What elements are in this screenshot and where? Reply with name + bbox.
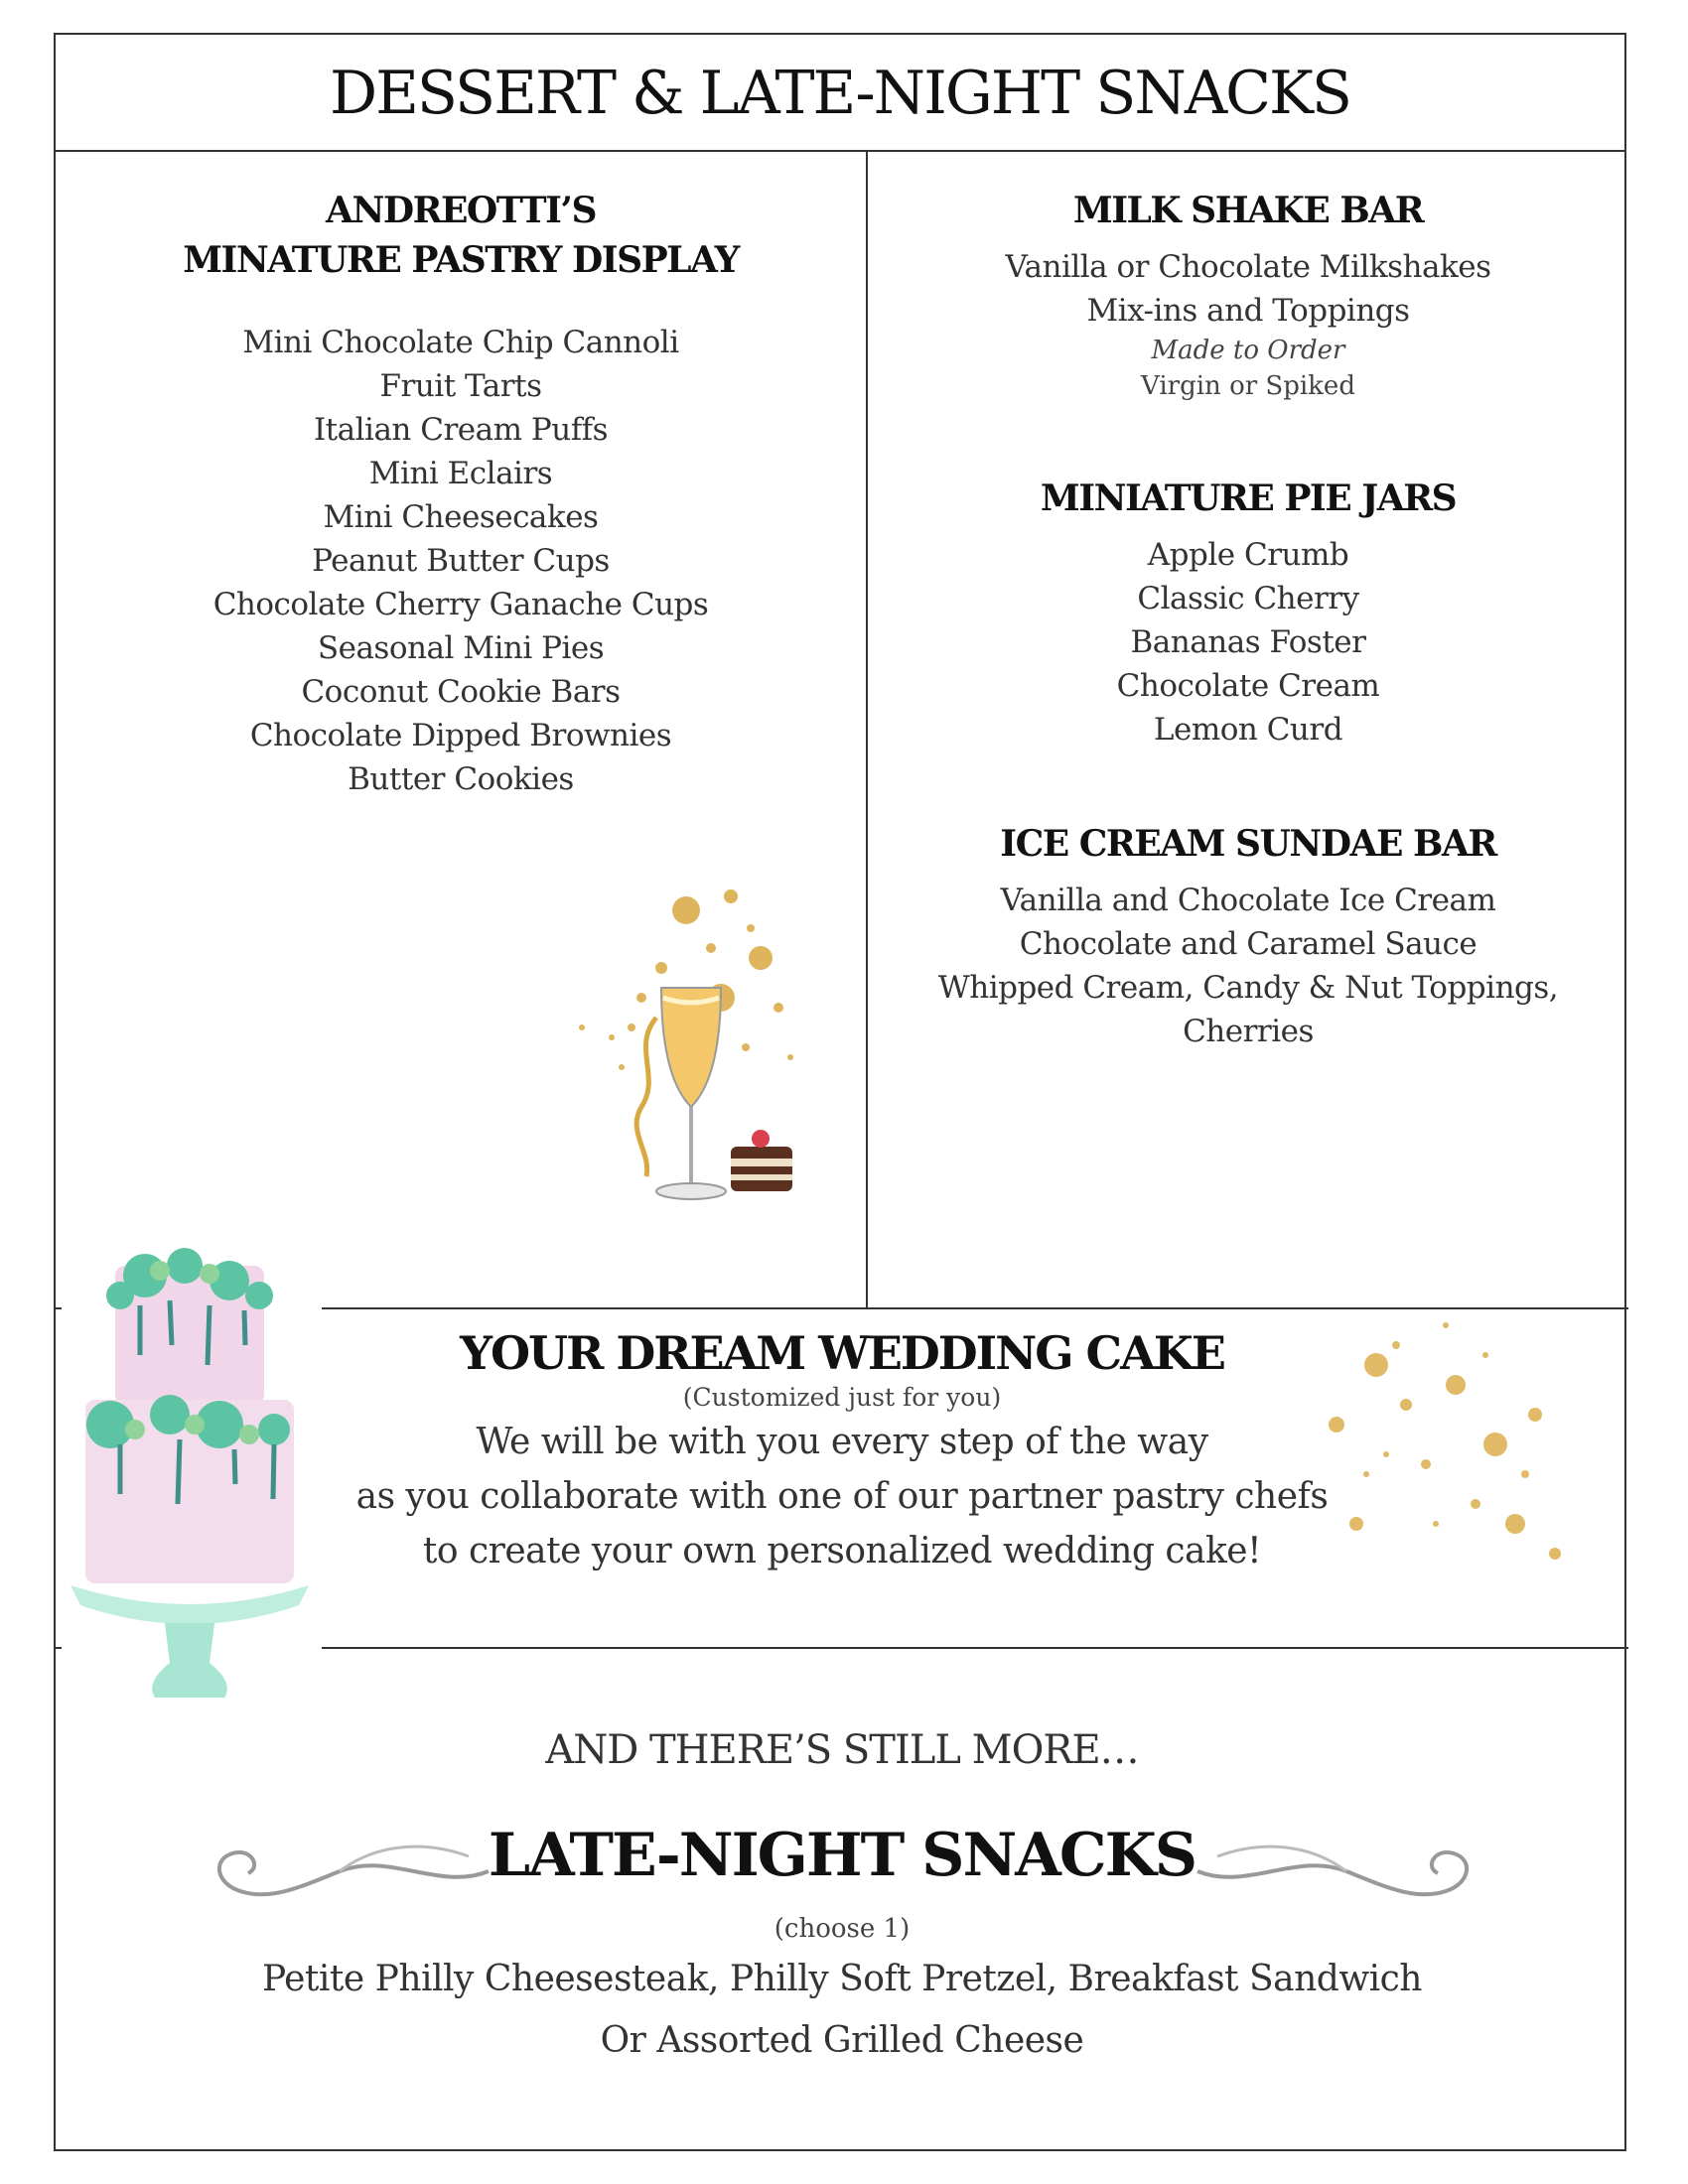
list-item: Apple Crumb (1147, 537, 1349, 573)
list-item: Classic Cherry (1137, 581, 1359, 616)
snack-line: Or Assorted Grilled Cheese (600, 2020, 1084, 2061)
list-item: Lemon Curd (1153, 712, 1343, 748)
milkshake-note: Virgin or Spiked (1141, 371, 1355, 401)
pastry-list (56, 321, 866, 801)
champagne-dessert-illustration (522, 849, 860, 1246)
cake-line: We will be with you every step of the way (476, 1422, 1208, 1462)
list-item: Italian Cream Puffs (313, 412, 609, 448)
list-item: Coconut Cookie Bars (301, 674, 621, 710)
pie-jars-title: MINIATURE PIE JARS (1040, 478, 1457, 519)
pastry-section (56, 186, 866, 801)
list-item: Chocolate Dipped Brownies (249, 718, 672, 753)
milkshake-section (868, 186, 1628, 404)
list-item: Butter Cookies (348, 761, 574, 797)
list-item: Chocolate Cherry Ganache Cups (212, 587, 709, 622)
sundae-section (868, 819, 1628, 1053)
sundae-title: ICE CREAM SUNDAE BAR (1000, 823, 1496, 865)
title-bar (56, 35, 1624, 152)
list-item: Chocolate Cream (1116, 668, 1380, 704)
list-item: Vanilla or Chocolate Milkshakes (1005, 249, 1491, 285)
list-item: Cherries (1183, 1014, 1314, 1049)
pie-jars-list (868, 533, 1628, 751)
page-title: DESSERT & LATE-NIGHT SNACKS (330, 59, 1350, 128)
list-item: Chocolate and Caramel Sauce (1019, 926, 1477, 962)
list-item: Mini Chocolate Chip Cannoli (242, 325, 679, 360)
milkshake-note-italic: Made to Order (1151, 336, 1345, 365)
menu-page (54, 33, 1626, 2151)
list-item: Mini Cheesecakes (323, 499, 599, 535)
list-item: Bananas Foster (1130, 624, 1366, 660)
right-scroll-flourish-icon (1188, 1822, 1485, 1921)
list-item: Peanut Butter Cups (312, 543, 610, 579)
cake-section (56, 1325, 1628, 1578)
list-item: Mini Eclairs (368, 456, 553, 491)
pastry-title-line2: MINATURE PASTRY DISPLAY (183, 239, 739, 281)
cake-title: YOUR DREAM WEDDING CAKE (460, 1326, 1224, 1380)
snack-line: Petite Philly Cheesesteak, Philly Soft Pretzel, Breakfast Sandwich (262, 1959, 1422, 1999)
choose-note: (choose 1) (774, 1914, 911, 1944)
milkshake-title: MILK SHAKE BAR (1072, 190, 1424, 231)
cake-subtitle: (Customized just for you) (682, 1383, 1002, 1412)
milkshake-list (868, 245, 1628, 333)
cake-bottom-divider (322, 1647, 1628, 1649)
list-item: Whipped Cream, Candy & Nut Toppings, (937, 970, 1559, 1006)
pastry-title-line1: ANDREOTTI’S (326, 190, 596, 231)
sundae-list (868, 879, 1628, 1053)
still-more-heading: AND THERE’S STILL MORE… (545, 1727, 1139, 1773)
pie-jars-section (868, 474, 1628, 751)
list-item: Seasonal Mini Pies (317, 630, 605, 666)
list-item: Mix-ins and Toppings (1086, 293, 1410, 329)
left-scroll-flourish-icon (201, 1822, 498, 1921)
cake-line: as you collaborate with one of our partner pastry chefs (355, 1476, 1329, 1517)
list-item: Fruit Tarts (379, 368, 542, 404)
cake-line: to create your own personalized wedding cake! (422, 1531, 1262, 1571)
list-item: Vanilla and Chocolate Ice Cream (1000, 883, 1496, 918)
snacks-title: LATE-NIGHT SNACKS (488, 1821, 1196, 1890)
